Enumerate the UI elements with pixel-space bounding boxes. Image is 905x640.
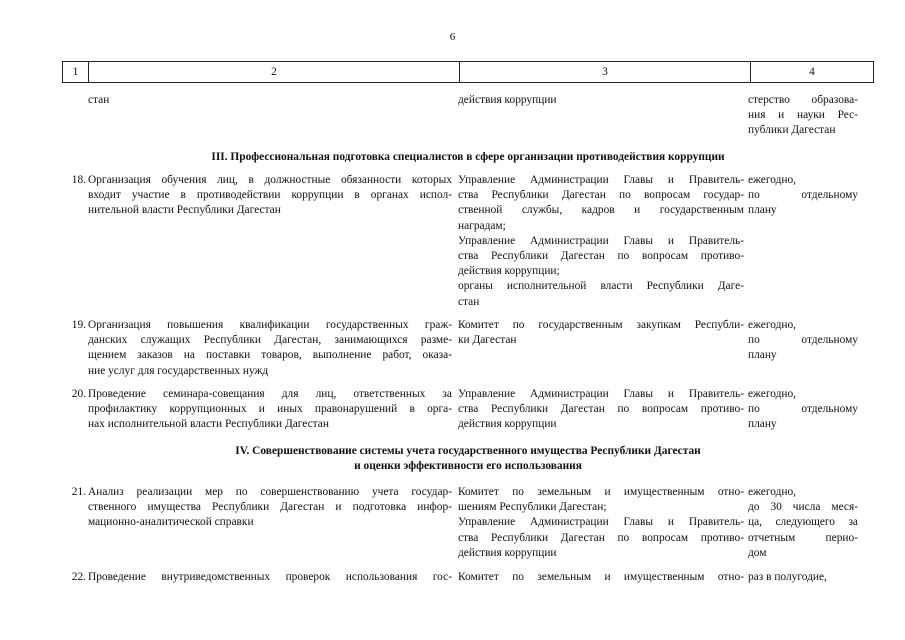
header-cell-2: 2: [89, 62, 460, 82]
section-title-3: III. Профессиональная подготовка специалистов в сфере организации противодействия коррупции: [211, 151, 725, 163]
row-number: 22.: [71, 571, 86, 583]
header-cell-3: 3: [460, 62, 751, 82]
row-responsible: Комитет по государственным закупкам Республи- ки Дагестан: [458, 319, 744, 347]
row-number: 19.: [71, 319, 86, 331]
row-description: Проведение внутриведомственных проверок использования гос-: [88, 571, 452, 583]
table-header-row: [62, 61, 874, 83]
row-number: 21.: [71, 486, 86, 498]
section-title-4: IV. Совершенствование системы учета государственного имущества Республики Дагестан и оценки эффективности его использования: [235, 445, 701, 473]
row-responsible: Комитет по земельным и имущественным отно- шениям Республики Дагестан; Управление Администрации Главы и Правитель- ства Республики Дагестан по вопросам противо- действия коррупции: [458, 486, 744, 559]
row-number: 18.: [71, 174, 86, 186]
row-number: 20.: [71, 388, 86, 400]
continuation-col2: стан: [88, 94, 110, 106]
row-description: Анализ реализации мер по совершенствованию учета государ- ственного имущества Республики Дагестан и подготовка инфор- мационно-аналитической справки: [88, 486, 452, 529]
continuation-col3: действия коррупции: [458, 94, 557, 106]
header-cell-4: 4: [809, 66, 815, 78]
continuation-col4: стерство образова- ния и науки Рес- публики Дагестан: [748, 94, 858, 137]
row-deadline: ежегодно, по отдельному плану: [748, 174, 858, 217]
row-deadline: раз в полугодие,: [748, 571, 827, 583]
header-cell-1: 1: [63, 62, 89, 82]
row-description: Организация обучения лиц, в должностные обязанности которых входит участие в противодействии коррупции в органах испол- нительной власти Республики Дагестан: [88, 174, 452, 217]
page-number: 6: [449, 31, 456, 43]
row-description: Проведение семинара-совещания для лиц, ответственных за профилактику коррупционных и иных правонарушений в орга- нах исполнительной власти Республики Дагестан: [88, 388, 452, 431]
row-deadline: ежегодно, до 30 числа меся- ца, следующего за отчетным перио- дом: [748, 486, 858, 559]
row-deadline: ежегодно, по отдельному плану: [748, 388, 858, 431]
row-description: Организация повышения квалификации государственных граж- данских служащих Республики Дагестан, занимающихся разме- щением заказов на поставки товаров, выполнение работ, оказа- ние услуг для государственных нужд: [88, 319, 452, 377]
row-responsible: Комитет по земельным и имущественным отно-: [458, 571, 744, 583]
row-deadline: ежегодно, по отдельному плану: [748, 319, 858, 362]
row-responsible: Управление Администрации Главы и Правитель- ства Республики Дагестан по вопросам государ- ственной службы, кадров и государственным наградам; Управление Администрации Главы и Правитель- ства Республики Дагестан по вопросам противо- действия коррупции; органы исполнительной власти Республики Даге- стан: [458, 174, 744, 308]
row-responsible: Управление Администрации Главы и Правитель- ства Республики Дагестан по вопросам противо- действия коррупции: [458, 388, 744, 431]
